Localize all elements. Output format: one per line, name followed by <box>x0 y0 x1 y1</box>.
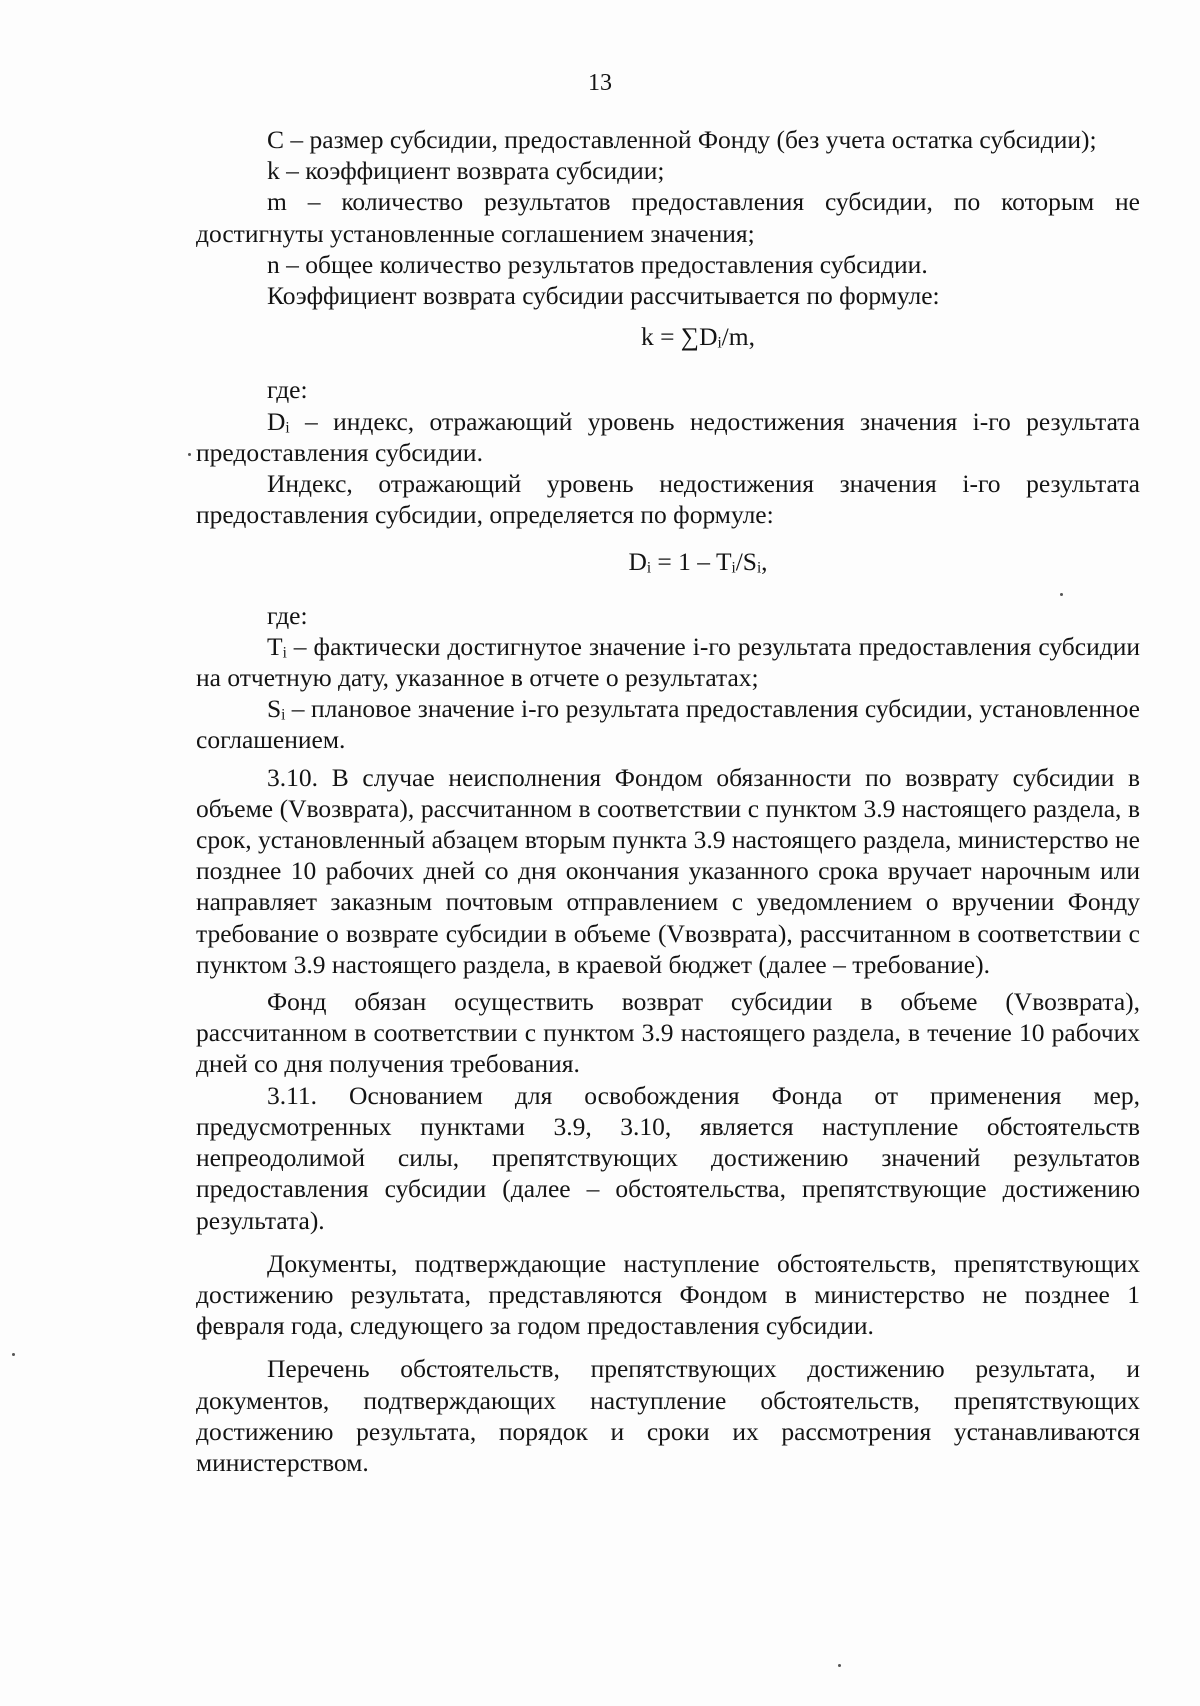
paragraph-c-definition: C – размер субсидии, предоставленной Фонду (без учета остатка субсидии); <box>267 125 1097 154</box>
paragraph-3-10: 3.10. В случае неисполнения Фондом обязанности по возврату субсидии в объеме (Vвозврата), рассчитанном в соответствии с пунктом 3.9 настоящего раздела, в срок, установленный абзацем вторым пункта 3.9 настоящего раздела, министерство не позднее 10 рабочих дней со дня окончания указанного срока вручает нарочным или направляет заказным почтовым отправлением с уведомлением о вручении Фонду требование о возврате субсидии в объеме (Vвозврата), рассчитанном в соответствии с пунктом 3.9 настоящего раздела, в краевой бюджет (далее – требование). <box>196 762 1140 979</box>
paragraph-fund-obliged: Фонд обязан осуществить возврат субсидии в объеме (Vвозврата), рассчитанном в соответствии с пунктом 3.9 настоящего раздела, в течение 10 рабочих дней со дня получения требования. <box>196 987 1140 1079</box>
scan-speck <box>1060 593 1063 596</box>
paragraph-list: Перечень обстоятельств, препятствующих достижению результата, и документов, подтверждающих наступление обстоятельств, препятствующих достижению результата, порядок и сроки их рассмотрения устанавливаются министерством. <box>196 1354 1140 1477</box>
paragraph-si-definition: Sᵢ – плановое значение i-го результата предоставления субсидии, установленное соглашением. <box>196 694 1140 755</box>
paragraph-ti-definition: Tᵢ – фактически достигнутое значение i-го результата предоставления субсидии на отчетную дату, указанное в отчете о результатах; <box>196 631 1140 693</box>
where-label-2: где: <box>267 600 308 630</box>
paragraph-k-definition: k – коэффициент возврата субсидии; <box>267 156 665 186</box>
paragraph-n-definition: n – общее количество результатов предоставления субсидии. <box>267 249 928 279</box>
paragraph-di-formula-intro: Индекс, отражающий уровень недостижения значения i-го результата предоставления субсидии, определяется по формуле: <box>196 469 1140 530</box>
scan-speck <box>188 453 191 456</box>
scan-speck <box>838 1664 841 1667</box>
page-number: 13 <box>588 70 612 96</box>
formula-k: k = ∑Dᵢ/m, <box>641 322 755 352</box>
document-body <box>196 124 1140 1478</box>
paragraph-m-definition: m – количество результатов предоставления субсидии, по которым не достигнуты установленные соглашением значения; <box>196 187 1140 248</box>
paragraph-documents: Документы, подтверждающие наступление обстоятельств, препятствующих достижению результата, представляются Фондом в министерство не позднее 1 февраля года, следующего за годом предоставления субсидии. <box>196 1248 1140 1341</box>
scan-speck <box>12 1353 15 1356</box>
paragraph-di-definition: Dᵢ – индекс, отражающий уровень недостижения значения i-го результата предоставления субсидии. <box>196 406 1140 467</box>
where-label-1: где: <box>267 375 308 405</box>
formula-di: Dᵢ = 1 – Tᵢ/Sᵢ, <box>628 547 768 577</box>
paragraph-3-11: 3.11. Основанием для освобождения Фонда от применения мер, предусмотренных пунктами 3.9, 3.10, является наступление обстоятельств непреодолимой силы, препятствующих достижению значений результатов предоставления субсидии (далее – обстоятельства, препятствующие достижению результата). <box>196 1080 1140 1235</box>
paragraph-k-formula-intro: Коэффициент возврата субсидии рассчитывается по формуле: <box>267 281 940 311</box>
